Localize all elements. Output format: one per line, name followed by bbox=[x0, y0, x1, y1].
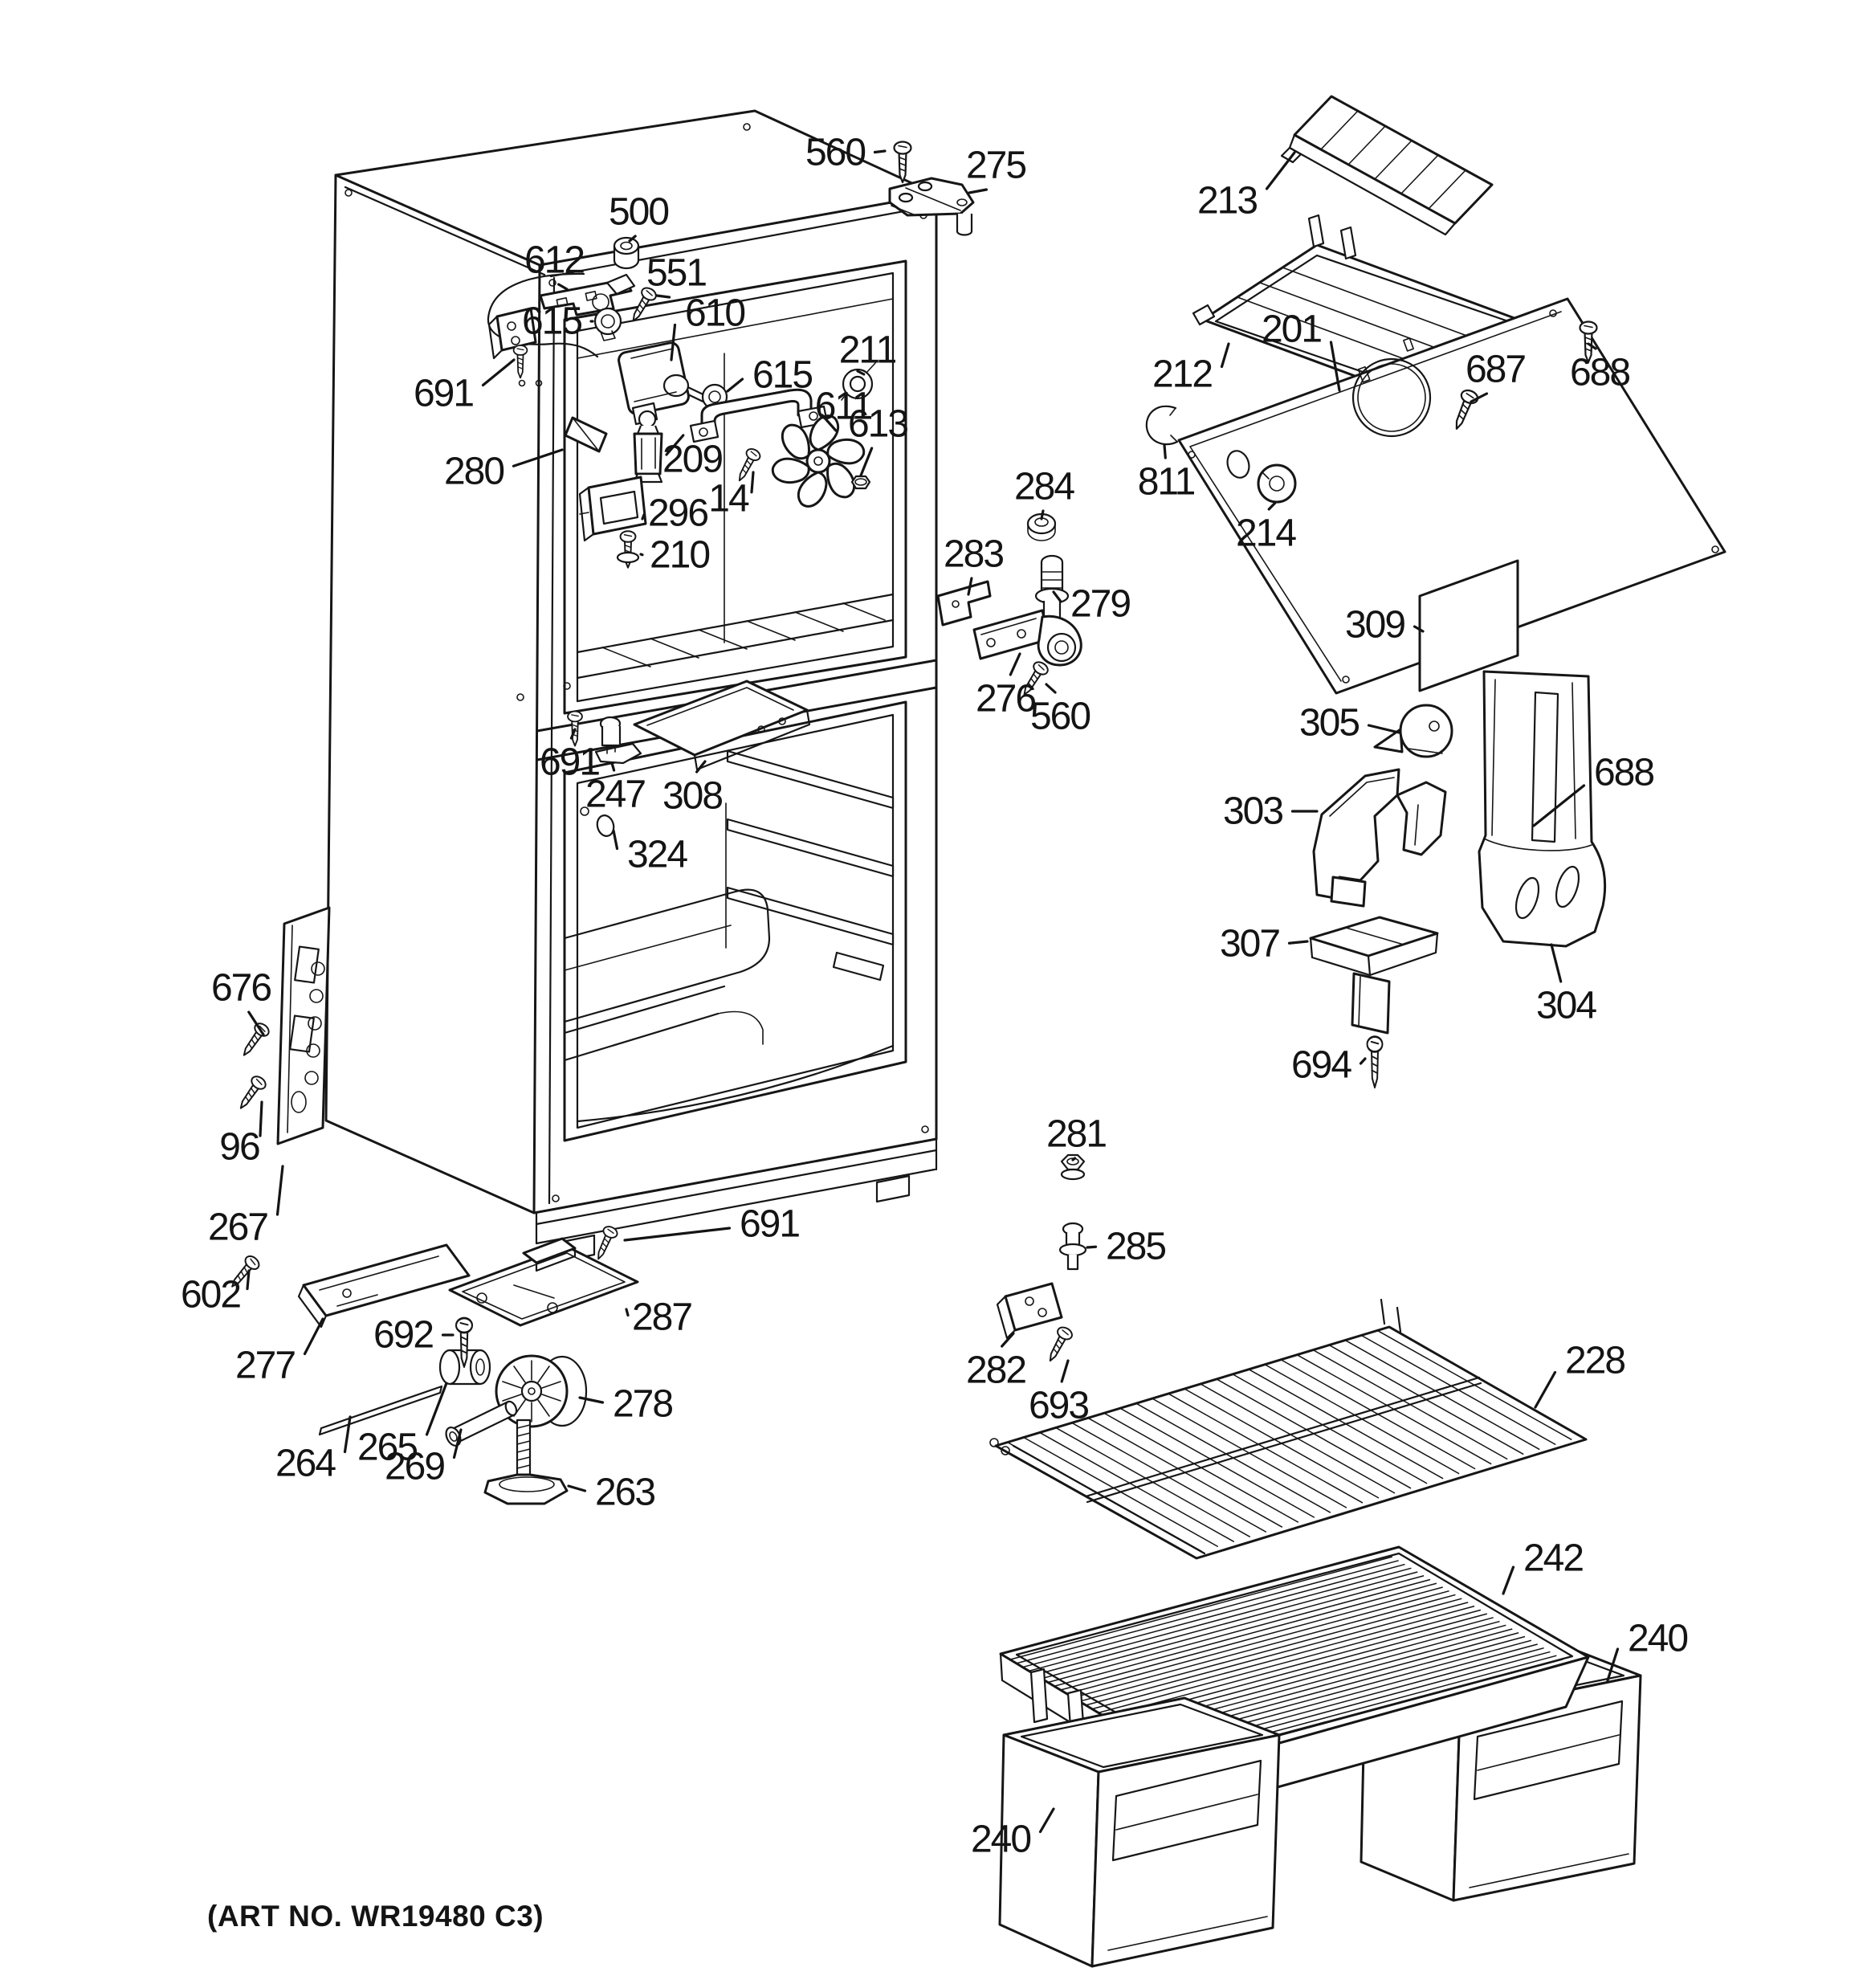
callout-label-307: 307 bbox=[1219, 922, 1280, 965]
callout-label-693: 693 bbox=[1028, 1384, 1089, 1427]
part-213-ice-tray bbox=[1282, 96, 1492, 235]
callout-leader-811 bbox=[1164, 445, 1165, 458]
callout-label-551: 551 bbox=[646, 251, 707, 295]
callout-leader-305 bbox=[1369, 725, 1400, 733]
part-240-crisper-left bbox=[1000, 1698, 1279, 1966]
part-285-valve bbox=[1060, 1223, 1086, 1269]
part-691-screw-bottom bbox=[592, 1225, 619, 1262]
part-269-axle-pin bbox=[443, 1398, 520, 1448]
callout-leader-247 bbox=[612, 763, 614, 770]
callout-212 bbox=[1152, 344, 1229, 396]
callout-label-687: 687 bbox=[1465, 348, 1526, 391]
callout-610 bbox=[671, 292, 744, 361]
callout-615-b bbox=[728, 354, 812, 397]
callout-leader-560-top bbox=[875, 151, 886, 153]
callout-284 bbox=[1014, 466, 1074, 520]
callout-label-267: 267 bbox=[207, 1206, 268, 1249]
callout-label-283: 283 bbox=[943, 533, 1004, 576]
part-282-bracket bbox=[997, 1284, 1062, 1338]
callout-307 bbox=[1220, 923, 1307, 965]
callout-leader-263 bbox=[569, 1486, 585, 1491]
callout-213 bbox=[1197, 153, 1294, 222]
callout-label-560-b: 560 bbox=[1029, 695, 1090, 738]
callout-277 bbox=[235, 1319, 323, 1387]
callout-leader-560-b bbox=[1046, 684, 1055, 692]
callout-285 bbox=[1087, 1226, 1165, 1268]
part-275-hinge bbox=[890, 178, 973, 235]
callout-label-610: 610 bbox=[684, 292, 745, 335]
callout-label-201: 201 bbox=[1261, 308, 1322, 351]
part-811-clip bbox=[1147, 406, 1177, 444]
callout-267 bbox=[208, 1166, 283, 1249]
callout-leader-277 bbox=[305, 1319, 324, 1354]
part-308-shelf-panel bbox=[634, 681, 809, 769]
callout-label-242: 242 bbox=[1523, 1537, 1584, 1580]
callout-label-694: 694 bbox=[1290, 1043, 1351, 1087]
callout-leader-602 bbox=[247, 1271, 249, 1289]
callout-label-691-b: 691 bbox=[539, 741, 600, 784]
callout-label-280: 280 bbox=[443, 450, 504, 493]
part-287-roller-plate bbox=[450, 1239, 638, 1325]
callout-209 bbox=[662, 435, 722, 481]
part-304-duct-cover bbox=[1479, 672, 1605, 946]
callout-label-324: 324 bbox=[626, 833, 687, 876]
part-693-screw bbox=[1043, 1325, 1074, 1365]
callout-leader-691-c bbox=[625, 1228, 730, 1240]
part-296-bezel bbox=[580, 477, 646, 541]
part-500-grommet bbox=[614, 238, 638, 268]
callout-label-240-left: 240 bbox=[970, 1818, 1031, 1861]
callout-label-209: 209 bbox=[662, 438, 723, 481]
callout-label-213: 213 bbox=[1196, 179, 1258, 222]
callout-278 bbox=[580, 1383, 672, 1426]
callout-label-602: 602 bbox=[180, 1273, 241, 1316]
callout-label-688-a: 688 bbox=[1569, 351, 1630, 394]
callout-281 bbox=[1046, 1113, 1106, 1161]
callout-leader-296 bbox=[642, 515, 644, 519]
part-694-screw bbox=[1368, 1037, 1383, 1088]
callout-296 bbox=[642, 492, 707, 535]
callout-688-a bbox=[1570, 344, 1629, 394]
callout-leader-14 bbox=[752, 472, 753, 492]
callout-label-287: 287 bbox=[631, 1296, 692, 1339]
callout-label-613: 613 bbox=[847, 402, 908, 446]
callout-242 bbox=[1503, 1537, 1583, 1594]
callout-560-b bbox=[1030, 684, 1090, 738]
callout-label-691-c: 691 bbox=[739, 1202, 800, 1246]
callout-label-276: 276 bbox=[975, 677, 1036, 720]
callout-211 bbox=[839, 329, 896, 375]
callout-label-240-right: 240 bbox=[1627, 1617, 1688, 1660]
callout-leader-694 bbox=[1361, 1059, 1366, 1063]
callout-693 bbox=[1029, 1361, 1088, 1427]
callout-label-285: 285 bbox=[1105, 1225, 1166, 1268]
callout-324 bbox=[614, 831, 687, 876]
callout-303 bbox=[1223, 790, 1317, 833]
callout-label-96: 96 bbox=[219, 1125, 259, 1169]
callout-leader-228 bbox=[1535, 1373, 1555, 1408]
callout-label-560-top: 560 bbox=[805, 131, 866, 174]
callout-label-214: 214 bbox=[1235, 512, 1296, 555]
callout-leader-287 bbox=[626, 1309, 628, 1316]
part-280-clip bbox=[565, 418, 606, 451]
callout-label-688-b: 688 bbox=[1593, 751, 1654, 794]
callout-label-612: 612 bbox=[524, 239, 585, 282]
part-303-air-duct bbox=[1314, 769, 1445, 906]
callout-label-691-a: 691 bbox=[413, 372, 474, 415]
callout-label-247: 247 bbox=[585, 773, 646, 816]
part-263-leveling-leg bbox=[485, 1420, 567, 1504]
callout-leader-212 bbox=[1222, 344, 1229, 367]
callout-label-676: 676 bbox=[210, 966, 271, 1010]
callout-691-c bbox=[625, 1203, 799, 1246]
callout-leader-264 bbox=[345, 1417, 351, 1452]
callout-leader-210 bbox=[641, 554, 642, 555]
part-228-wire-shelf bbox=[990, 1300, 1586, 1558]
callout-leader-551 bbox=[657, 296, 670, 297]
callout-leader-691-a bbox=[483, 360, 515, 386]
callout-label-309: 309 bbox=[1344, 603, 1405, 647]
callout-leader-612 bbox=[559, 284, 567, 289]
callout-leader-693 bbox=[1062, 1361, 1068, 1382]
callout-label-692: 692 bbox=[373, 1313, 434, 1357]
part-691-screw-top bbox=[514, 345, 542, 386]
callout-label-304: 304 bbox=[1535, 984, 1596, 1027]
part-307-duct-tray bbox=[1311, 917, 1437, 1033]
callout-leader-307 bbox=[1290, 941, 1308, 943]
part-305-control-knob bbox=[1375, 705, 1452, 757]
callout-560-top bbox=[805, 132, 885, 174]
callout-label-277: 277 bbox=[234, 1344, 296, 1387]
part-210-screw bbox=[618, 531, 638, 567]
callout-leader-324 bbox=[614, 831, 618, 849]
callout-label-228: 228 bbox=[1564, 1339, 1625, 1382]
callout-305 bbox=[1299, 702, 1399, 745]
callout-leader-267 bbox=[278, 1166, 283, 1214]
callout-96 bbox=[219, 1102, 262, 1169]
callout-label-14: 14 bbox=[708, 477, 748, 520]
callout-263 bbox=[569, 1472, 654, 1514]
callout-label-275: 275 bbox=[965, 144, 1026, 187]
callout-304 bbox=[1536, 945, 1596, 1027]
callout-label-210: 210 bbox=[649, 533, 710, 577]
part-276-hinge-bracket bbox=[974, 610, 1081, 665]
callout-leader-304 bbox=[1551, 945, 1561, 982]
callout-label-282: 282 bbox=[965, 1349, 1026, 1392]
callout-500 bbox=[609, 191, 668, 242]
callout-label-264: 264 bbox=[275, 1442, 336, 1485]
part-267-hinge-rail bbox=[278, 908, 329, 1144]
callout-275 bbox=[966, 145, 1025, 194]
callout-leader-284 bbox=[1042, 511, 1043, 519]
callout-label-615-a: 615 bbox=[521, 300, 582, 343]
fresh-food-compartment bbox=[565, 702, 906, 1141]
callout-label-211: 211 bbox=[838, 329, 896, 372]
part-214-plug-button bbox=[1258, 465, 1295, 502]
callout-228 bbox=[1535, 1340, 1625, 1408]
callout-leader-96 bbox=[260, 1102, 262, 1136]
part-283-clip-bracket bbox=[938, 582, 990, 625]
callout-label-500: 500 bbox=[608, 190, 669, 234]
callout-label-281: 281 bbox=[1046, 1112, 1107, 1156]
callout-label-308: 308 bbox=[662, 774, 723, 818]
footer-note: (ART NO. WR19480 C3) bbox=[207, 1900, 544, 1933]
callout-label-265: 265 bbox=[357, 1426, 418, 1469]
callout-leader-615-b bbox=[728, 379, 743, 391]
callout-694 bbox=[1291, 1044, 1365, 1087]
callout-label-284: 284 bbox=[1013, 465, 1074, 508]
callout-613 bbox=[848, 403, 907, 476]
callout-label-303: 303 bbox=[1222, 790, 1283, 833]
callout-287 bbox=[626, 1296, 691, 1339]
callout-280 bbox=[444, 450, 562, 493]
callout-leader-281 bbox=[1073, 1158, 1075, 1160]
callout-551 bbox=[646, 252, 706, 298]
callout-label-811: 811 bbox=[1137, 460, 1195, 504]
callout-692 bbox=[373, 1314, 453, 1357]
part-676-screw bbox=[238, 1021, 271, 1059]
callout-label-611: 611 bbox=[814, 385, 872, 428]
callout-14 bbox=[708, 472, 753, 520]
part-615-grommet-left bbox=[595, 308, 621, 341]
callout-282 bbox=[966, 1333, 1025, 1392]
part-96-screw bbox=[234, 1074, 268, 1112]
part-613-nut bbox=[852, 476, 870, 488]
callout-leader-213 bbox=[1267, 153, 1295, 189]
callout-label-263: 263 bbox=[594, 1471, 655, 1514]
callout-leader-276 bbox=[1010, 654, 1020, 675]
callout-276 bbox=[976, 654, 1035, 720]
callout-leader-282 bbox=[1002, 1333, 1013, 1346]
callout-leader-275 bbox=[969, 190, 986, 193]
callout-691-a bbox=[414, 360, 514, 415]
callout-label-615-b: 615 bbox=[752, 353, 813, 397]
callout-label-269: 269 bbox=[384, 1445, 445, 1488]
callout-leader-242 bbox=[1503, 1567, 1514, 1594]
callout-label-212: 212 bbox=[1152, 353, 1213, 396]
callout-label-296: 296 bbox=[647, 492, 708, 535]
callout-label-278: 278 bbox=[612, 1382, 673, 1426]
callout-602 bbox=[181, 1271, 249, 1316]
callout-label-305: 305 bbox=[1298, 701, 1360, 745]
callout-label-279: 279 bbox=[1070, 582, 1131, 626]
callout-210 bbox=[641, 534, 709, 577]
callout-308 bbox=[662, 761, 722, 818]
